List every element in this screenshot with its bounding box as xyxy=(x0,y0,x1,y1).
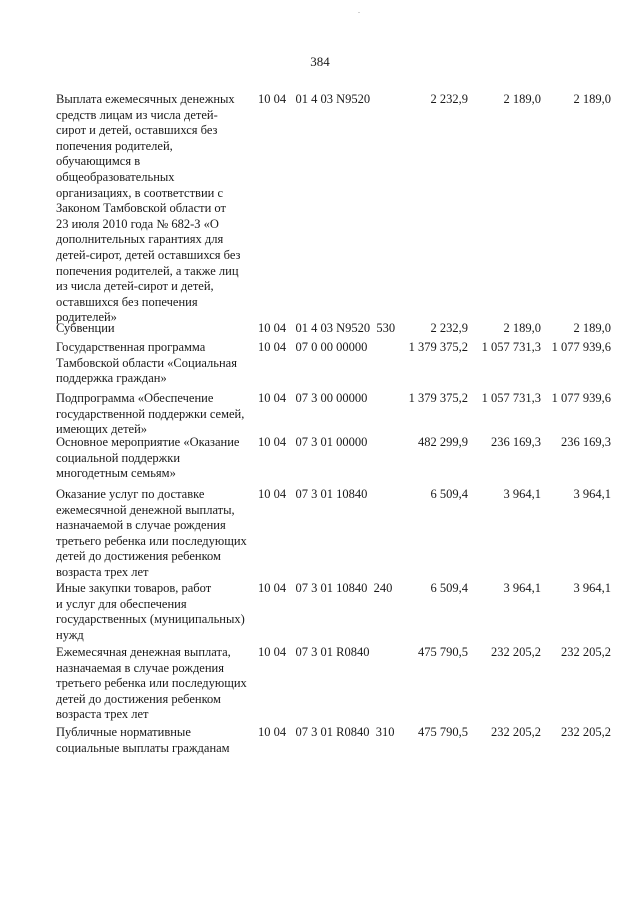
row-code: 10 04 07 3 01 00000 xyxy=(258,435,368,449)
row-code: 10 04 07 3 00 00000 xyxy=(258,391,368,405)
row-name: Публичные нормативные социальные выплаты гражданам xyxy=(56,725,230,755)
row-name: Ежемесячная денежная выплата, назначаемая в случае рождения третьего ребенка или последующих детей до достижения ребенком возраста трех лет xyxy=(56,645,247,722)
row-code: 10 04 01 4 03 N9520 530 xyxy=(258,321,396,335)
row-code: 10 04 01 4 03 N9520 xyxy=(258,92,371,106)
row-value-1: 1 379 375,2 xyxy=(408,391,468,405)
row-code: 10 04 07 0 00 00000 xyxy=(258,340,368,354)
row-value-2: 3 964,1 xyxy=(503,487,541,501)
row-value-3: 1 077 939,6 xyxy=(551,340,611,354)
row-value-1: 2 232,9 xyxy=(430,92,468,106)
row-value-3: 232 205,2 xyxy=(561,645,611,659)
row-value-1: 482 299,9 xyxy=(418,435,468,449)
row-value-3: 1 077 939,6 xyxy=(551,391,611,405)
row-name: Выплата ежемесячных денежных средств лицам из числа детей- сирот и детей, оставшихся без попечения родителей, обучающимся в общеобразовательных организациях, в соответствии с Законом Тамбовской области от 23 июля 2010 года № 682-З «О дополнительных гарантиях для детей-сирот, детей оставшихся без попечения родителей, а также лиц из числа детей-сирот и детей, оставшихся без попечения родителей» xyxy=(56,92,241,325)
row-value-2: 3 964,1 xyxy=(503,581,541,595)
row-value-2: 2 189,0 xyxy=(503,92,541,106)
row-value-2: 1 057 731,3 xyxy=(481,340,541,354)
scan-mark: . xyxy=(358,6,360,15)
row-value-2: 232 205,2 xyxy=(491,645,541,659)
row-name: Основное мероприятие «Оказание социальной поддержки многодетным семьям» xyxy=(56,435,240,481)
row-value-2: 232 205,2 xyxy=(491,725,541,739)
row-value-1: 475 790,5 xyxy=(418,645,468,659)
row-value-1: 6 509,4 xyxy=(430,487,468,501)
row-value-1: 2 232,9 xyxy=(430,321,468,335)
row-code: 10 04 07 3 01 R0840 310 xyxy=(258,725,395,739)
row-value-1: 475 790,5 xyxy=(418,725,468,739)
row-value-2: 2 189,0 xyxy=(503,321,541,335)
row-code: 10 04 07 3 01 10840 240 xyxy=(258,581,393,595)
row-value-3: 3 964,1 xyxy=(573,487,611,501)
row-value-3: 3 964,1 xyxy=(573,581,611,595)
page-number: 384 xyxy=(310,54,330,69)
row-value-3: 2 189,0 xyxy=(573,321,611,335)
row-value-3: 232 205,2 xyxy=(561,725,611,739)
row-value-1: 1 379 375,2 xyxy=(408,340,468,354)
row-value-3: 2 189,0 xyxy=(573,92,611,106)
row-code: 10 04 07 3 01 R0840 xyxy=(258,645,370,659)
row-name: Оказание услуг по доставке ежемесячной денежной выплаты, назначаемой в случае рождения третьего ребенка или последующих детей до достижения ребенком возраста трех лет xyxy=(56,487,247,579)
row-value-2: 236 169,3 xyxy=(491,435,541,449)
row-name: Субвенции xyxy=(56,321,115,335)
row-code: 10 04 07 3 01 10840 xyxy=(258,487,368,501)
row-value-3: 236 169,3 xyxy=(561,435,611,449)
row-value-2: 1 057 731,3 xyxy=(481,391,541,405)
row-name: Государственная программа Тамбовской области «Социальная поддержка граждан» xyxy=(56,340,237,386)
row-name: Иные закупки товаров, работ и услуг для обеспечения государственных (муниципальных) нужд xyxy=(56,581,245,642)
row-value-1: 6 509,4 xyxy=(430,581,468,595)
row-name: Подпрограмма «Обеспечение государственной поддержки семей, имеющих детей» xyxy=(56,391,245,437)
